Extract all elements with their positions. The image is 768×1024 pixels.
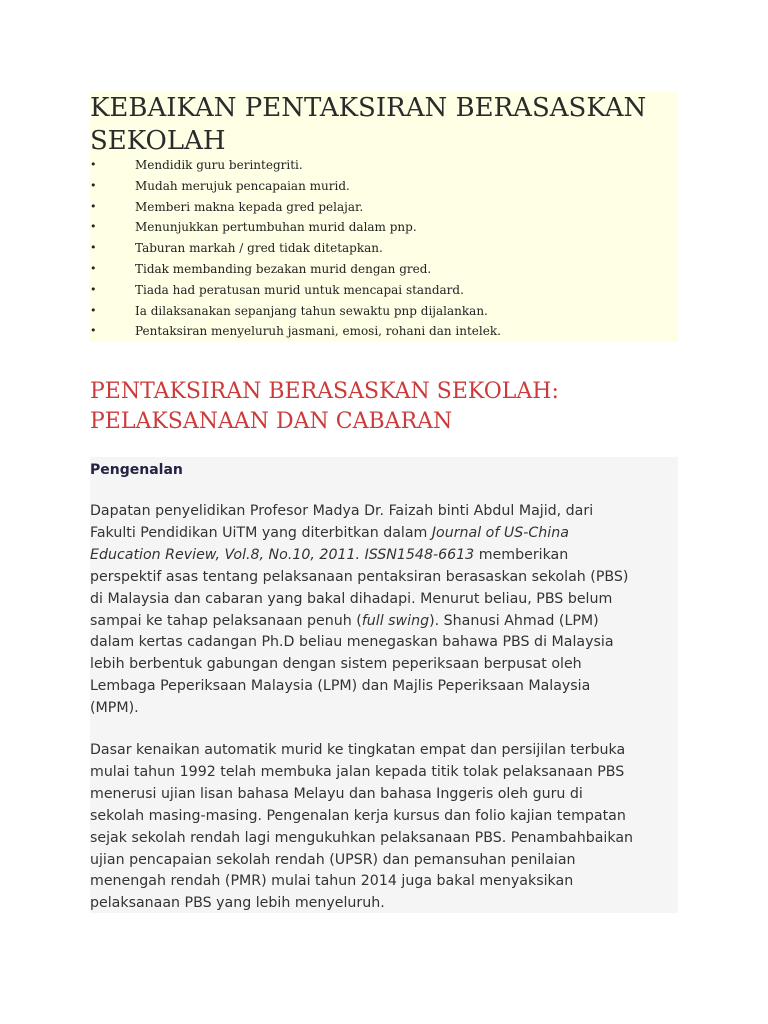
paragraph-line — [90, 567, 678, 589]
paragraph-1 — [90, 501, 678, 720]
bullet-icon: • — [90, 282, 97, 296]
text: (MPM). — [90, 700, 139, 717]
bullet-icon: • — [90, 158, 97, 171]
text: perspektif asas tentang pelaksanaan pentaksiran berasaskan sekolah (PBS) — [90, 568, 629, 585]
paragraph-2 — [90, 740, 678, 915]
paragraph-line — [90, 523, 678, 545]
bullet-icon: • — [90, 303, 97, 317]
paragraph-line — [90, 676, 678, 698]
list-item — [90, 176, 678, 197]
section-title-pelaksanaan — [90, 377, 690, 437]
bullet-icon: • — [90, 241, 97, 255]
list-item-text: Taburan markah / gred tidak ditetapkan. — [135, 241, 383, 256]
list-item-text: Pentaksiran menyeluruh jasmani, emosi, rohani dan intelek. — [135, 324, 501, 339]
list-item — [90, 197, 678, 218]
list-item-text: Mudah merujuk pencapaian murid. — [135, 178, 350, 193]
paragraph-line — [90, 611, 678, 633]
text: lebih berbentuk gabungan dengan sistem peperiksaan berpusat oleh — [90, 656, 582, 673]
list-item — [90, 301, 678, 322]
title-line-1: KEBAIKAN PENTAKSIRAN BERASASKAN — [90, 93, 647, 123]
text: Dapatan penyelidikan Profesor Madya Dr. Faizah binti Abdul Majid, dari — [90, 503, 594, 519]
bullet-icon: • — [90, 199, 97, 213]
list-item — [90, 321, 678, 342]
list-item — [90, 155, 678, 176]
bullet-icon: • — [90, 261, 97, 275]
text: Fakulti Pendidikan UiTM yang diterbitkan dalam — [90, 524, 432, 541]
bullet-icon: • — [90, 220, 97, 234]
paragraph-line — [90, 501, 678, 523]
list-item — [90, 259, 678, 280]
kebaikan-list — [90, 155, 678, 342]
paragraph-line — [90, 698, 678, 720]
paragraph-line — [90, 654, 678, 676]
paragraph-line — [90, 632, 678, 654]
paragraph-line: pelaksanaan PBS yang lebih menyeluruh. — [90, 895, 385, 912]
section-title-kebaikan — [90, 92, 678, 158]
text: sampai ke tahap pelaksanaan penuh ( — [90, 612, 362, 629]
paragraph-line: ujian pencapaian sekolah rendah (UPSR) dan pemansuhan penilaian — [90, 851, 576, 868]
list-item-text: Memberi makna kepada gred pelajar. — [135, 199, 364, 214]
paragraph-line: menerusi ujian lisan bahasa Melayu dan bahasa Inggeris oleh guru di — [90, 785, 583, 802]
bullet-icon: • — [90, 324, 97, 338]
paragraph-line: mulai tahun 1992 telah membuka jalan kepada titik tolak pelaksanaan PBS — [90, 763, 625, 780]
paragraph-line: sekolah masing-masing. Pengenalan kerja kursus dan folio kajian tempatan — [90, 807, 626, 824]
text: di Malaysia dan cabaran yang bakal dihadapi. Menurut beliau, PBS belum — [90, 590, 613, 607]
italic-term: full swing — [361, 612, 430, 629]
list-item-text: Menunjukkan pertumbuhan murid dalam pnp. — [135, 220, 417, 235]
list-item-text: Ia dilaksanakan sepanjang tahun sewaktu pnp dijalankan. — [135, 303, 488, 318]
subheading-pengenalan: Pengenalan — [90, 462, 183, 478]
list-item-text: Tiada had peratusan murid untuk mencapai standard. — [135, 282, 464, 297]
paragraph-line: menengah rendah (PMR) mulai tahun 2014 juga bakal menyaksikan — [90, 873, 574, 890]
journal-citation: Education Review, Vol.8, No.10, 2011. ISSN1548-6613 — [90, 546, 475, 563]
text: memberikan — [474, 546, 569, 563]
journal-name: Journal of US-China — [431, 524, 569, 541]
title-line-2: PELAKSANAAN DAN CABARAN — [90, 409, 453, 434]
title-line-1: PENTAKSIRAN BERASASKAN SEKOLAH: — [90, 379, 559, 404]
bullet-icon: • — [90, 178, 97, 192]
list-item — [90, 280, 678, 301]
paragraph-line: Dasar kenaikan automatik murid ke tingkatan empat dan persijilan terbuka — [90, 742, 626, 758]
list-item-text: Mendidik guru berintegriti. — [135, 158, 303, 172]
paragraph-line — [90, 545, 678, 567]
text: dalam kertas cadangan Ph.D beliau menegaskan bahawa PBS di Malaysia — [90, 634, 614, 651]
paragraph-line — [90, 589, 678, 611]
text: Lembaga Peperiksaan Malaysia (LPM) dan Majlis Peperiksaan Malaysia — [90, 678, 591, 695]
title-line-2: SEKOLAH — [90, 126, 226, 156]
list-item-text: Tidak membanding bezakan murid dengan gred. — [135, 261, 432, 276]
paragraph-line: sejak sekolah rendah lagi mengukuhkan pelaksanaan PBS. Penambahbaikan — [90, 829, 634, 846]
list-item — [90, 238, 678, 259]
list-item — [90, 217, 678, 238]
text: ). Shanusi Ahmad (LPM) — [429, 612, 599, 629]
